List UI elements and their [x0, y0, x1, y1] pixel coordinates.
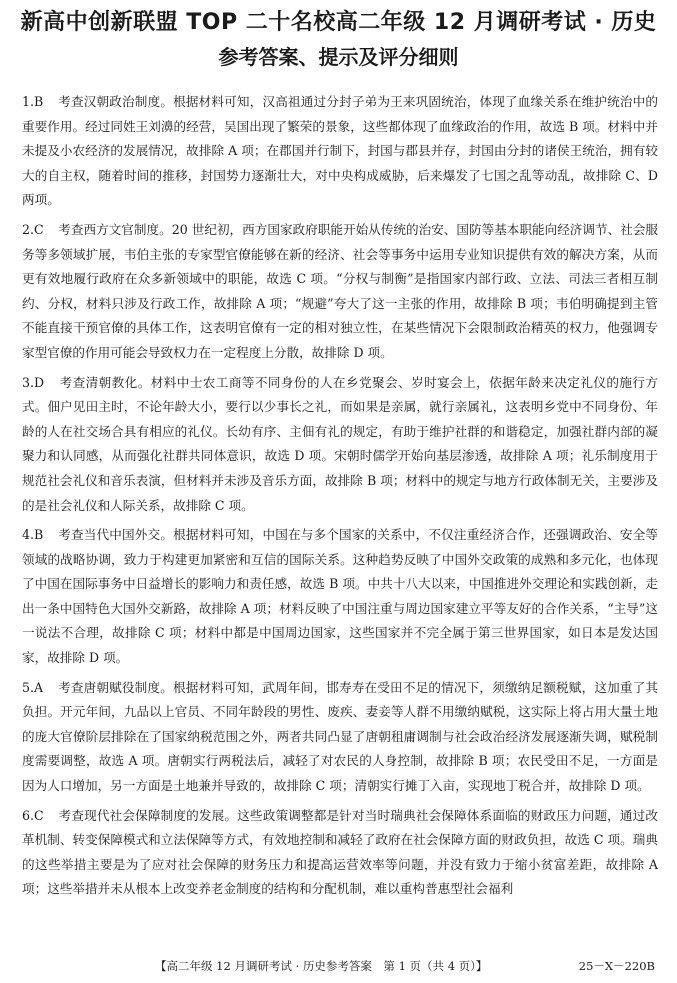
answer-item-3: [22, 371, 658, 519]
page-footer: [0, 955, 677, 977]
answer-item-1: [22, 90, 658, 213]
answer-list: [22, 90, 658, 907]
answer-number: 5.A: [22, 679, 44, 695]
page-title: 新高中创新联盟 TOP 二十名校高二年级 12 月调研考试 · 历史: [20, 10, 657, 35]
answer-number: 1.B: [22, 94, 44, 109]
answer-item-2: [22, 218, 658, 366]
footer-exam-code: 25－X－220B: [578, 959, 655, 973]
answer-number: 3.D: [22, 374, 45, 390]
answer-number: 6.C: [22, 807, 44, 823]
answer-item-4: [22, 523, 658, 671]
answer-number: 2.C: [22, 221, 44, 237]
answer-item-6: [22, 804, 658, 902]
answer-number: 4.B: [22, 527, 44, 543]
answer-item-5: [22, 676, 658, 799]
page-subtitle: 参考答案、提示及评分细则: [218, 45, 459, 69]
answer-explanation: 考查汉朝政治制度。根据材料可知，汉高祖通过分封子弟为王来巩固统治，体现了血缘关系在维护统治中的重要作用。经过同姓王刘濞的经营，吴国出现了繁荣的景象，这些都体现了血缘政治的作用，故选 B 项。材料中并未提及小农经济的发展情况，故排除 A 项；在郡国并行制下，封国与郡县并存，封国由分封的诸侯王统治，拥有较大的自主权，随着时间的推移，封国势力逐渐壮大，对中央构成威胁，后来爆发了七国之乱等动乱，故排除 C、D 两项。: [22, 94, 659, 208]
answer-explanation: 考查当代中国外交。根据材料可知，中国在与多个国家的关系中，不仅注重经济合作，还强调政治、安全等领域的战略协调，致力于构建更加紧密和互信的国际关系。这种趋势反映了中国外交政策的成熟和多元化，也体现了中国在国际事务中日益增长的影响力和责任感，故选 B 项。中共十八大以来，中国推进外交理论和实践创新，走出一条中国特色大国外交新路，故排除 A 项；材料反映了中国注重与周边国家建立平等友好的合作关系，“主导”这一说法不合理，故排除 C 项；材料中都是中国周边国家，这些国家并不完全属于第三世界国家，如日本是发达国家，故排除 D 项。: [22, 527, 659, 666]
answer-explanation: 考查西方文官制度。20 世纪初，西方国家政府职能开始从传统的治安、国防等基本职能向经济调节、社会服务等多领域扩展，韦伯主张的专家型官僚能够在新的经济、社会等事务中运用专业知识提供有效的解决方案，从而更有效地履行政府在众多新领域中的职能，故选 C 项。“分权与制衡”是指国家内部行政、立法、司法三者相互制约、分权，材料只涉及行政工作，故排除 A 项；“规避”夸大了这一主张的作用，故排除 B 项；韦伯明确提到主管不能直接干预官僚的具体工作，这表明官僚有一定的相对独立性，在某些情况下会限制政治精英的权力，他强调专家型官僚的作用可能会导致权力在一定程度上分散，故排除 D 项。: [22, 221, 659, 360]
answer-explanation: 考查现代社会保障制度的发展。这些政策调整都是针对当时瑞典社会保障体系面临的财政压力问题，通过改革机制、转变保障模式和立法保障等方式，有效地控制和减轻了政府在社会保障方面的财政负担，故选 C 项。瑞典的这些举措主要是为了应对社会保障的财务压力和提高运营效率等问题，并没有致力于缩小贫富差距，故排除 A 项；这些举措并未从根本上改变养老金制度的结构和分配机制，难以重构普惠型社会福利: [22, 807, 659, 897]
footer-page-info: 【高二年级 12 月调研考试 · 历史参考答案 第 1 页（共 4 页）】: [155, 959, 488, 973]
answer-explanation: 考查清朝教化。材料中士农工商等不同身份的人在乡党聚会、岁时宴会上，依据年龄来决定礼仪的施行方式。佃户见田主时，不论年龄大小，要行以少事长之礼，而如果是亲属，就行亲属礼，这表明乡党中不同身份、年龄的人在社交场合具有相应的礼仪。长幼有序、主佃有礼的规定，有助于维护社群的和谐稳定，加强社群内部的凝聚力和认同感，从而强化社群共同体意识，故选 D 项。宋朝时儒学开始向基层渗透，故排除 A 项；礼乐制度用于规范社会礼仪和音乐表演，但材料并未涉及音乐方面，故排除 B 项；材料中的规定与地方行政体制无关，主要涉及的是社会礼仪和人际关系，故排除 C 项。: [22, 374, 659, 513]
answer-explanation: 考查唐朝赋役制度。根据材料可知，武周年间，邯寿寿在受田不足的情况下，须缴纳足额税赋，这加重了其负担。开元年间，九品以上官员、不同年龄段的男性、废疾、妻妾等人群不用缴纳赋税，这实际上将占用大量土地的庞大官僚阶层排除在了国家纳税范围之外，两者共同凸显了唐朝租庸调制与社会政治经济发展逐渐失调，赋税制度需要调整，故选 A 项。唐朝实行两税法后，减轻了对农民的人身控制，故排除 B 项；农民受田不足，一方面是因为人口增加，另一方面是土地兼并导致的，故排除 C 项；清朝实行摊丁入亩，实现地丁税合并，故排除 D 项。: [22, 679, 659, 794]
